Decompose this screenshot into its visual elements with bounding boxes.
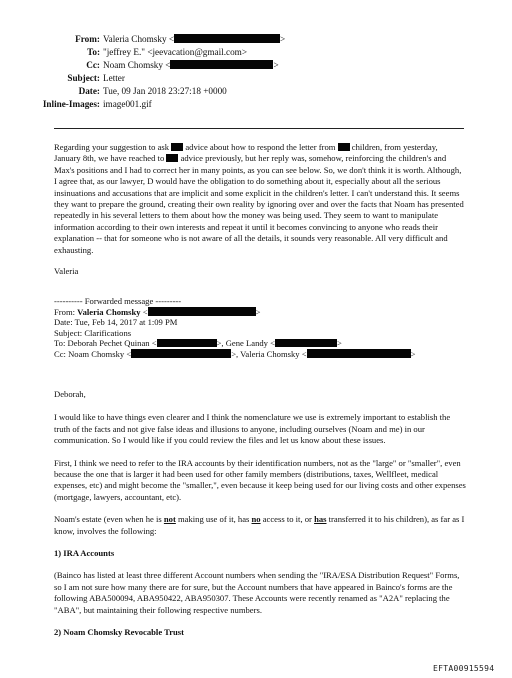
forward-marker: ---------- Forwarded message --------- xyxy=(54,296,182,306)
forwarded-header xyxy=(54,296,466,360)
redacted-email xyxy=(170,60,273,69)
forward-paragraph-4: (Bainco has listed at least three different Account numbers when sending the "IRA/ESA Distribution Request" Forms, so I am not sure how many there are for sure, but the Account numbers that have appeared in Bainco's forms are the following ABA500094, ABA950422, ABA950307. These Accounts were recently renamed as "A2A" replacing the "ABA", but maintaining their following respective numbers. xyxy=(54,570,460,615)
redacted-name xyxy=(166,154,178,163)
section-heading-trust: 2) Noam Chomsky Revocable Trust xyxy=(54,627,185,638)
forward-from-name: Valeria Chomsky xyxy=(77,306,141,317)
header-images-label: Inline-Images: xyxy=(42,99,100,109)
header-subject-value: Letter xyxy=(103,73,125,83)
redacted-email xyxy=(131,349,231,358)
redacted-email xyxy=(174,34,280,43)
email-body xyxy=(54,142,466,277)
document-id: EFTA00915594 xyxy=(433,664,495,673)
forward-from-row: From: Valeria Chomsky < > xyxy=(54,306,261,317)
redacted-email xyxy=(148,307,256,316)
forwarded-body xyxy=(54,389,466,639)
body-paragraph-1: Regarding your suggestion to ask advice about how to respond the letter from children, from yesterday, January 8th, we have reached to advice previously, but her reply was, somehow, reinforcing the children's and Max's positions and I had to correct her in many points, as you can see below. So, we don't think it is worth. Although, I agree that, as our lawyer, D would have the obligation to do something about it, especially about all the serious insinuations and accusations that are implicit and some explicit in the children's letter. I can't understand this. It seems they want to prepare the ground, creating their own reality by ignoring over and over the facts that Noam has presented repeatedly in his several letters to them about how the money was being used. They seem to want to manipulate information according to their own interests and repeat it until it becomes convincing to anyone who reads their explanation -- that for someone who is not aware of all the details, it sounds very reasonable. All very difficult and exhausting. xyxy=(54,142,464,255)
redacted-email xyxy=(275,339,337,348)
forward-paragraph-3: Noam's estate (even when he is not making use of it, has no access to it, or has transferred it to his children), as far as I know, involves the following: xyxy=(54,514,465,536)
header-cc-value: Noam Chomsky < xyxy=(103,60,171,70)
header-date-label: Date: xyxy=(78,86,100,96)
section-heading-ira: 1) IRA Accounts xyxy=(54,548,115,559)
header-to-value: "jeffrey E." <jeevacation@gmail.com> xyxy=(103,47,248,57)
header-to-label: To: xyxy=(87,47,100,57)
header-images-value: image001.gif xyxy=(103,99,152,109)
redacted-name xyxy=(338,143,350,152)
signature: Valeria xyxy=(54,266,79,277)
forward-subject: Subject: Clarifications xyxy=(54,327,132,338)
forward-paragraph-1: I would like to have things even clearer and I think the nomenclature we use is extremely important to establish the truth of the facts and not give false ideas and illusions to anyone, including ourselves (Noam and me) in our communication. So I would like if you could review the files and let us know about these issues. xyxy=(54,412,451,446)
forward-paragraph-2: First, I think we need to refer to the IRA accounts by their identification numbers, not as the "large" or "smaller", even because the one that is larger it had been used for other family members (distributions, taxes, Wellfleet, medical expenses, etc) and might become the "smaller,", even because it keep being used for our living costs and other expenses (mortgage, lawyers, accountant, etc). xyxy=(54,457,466,502)
header-subject-label: Subject: xyxy=(67,73,100,83)
header-divider xyxy=(54,128,464,129)
greeting: Deborah, xyxy=(54,389,86,399)
header-from-close: > xyxy=(280,34,286,44)
redacted-name xyxy=(171,143,183,152)
forward-cc-row: Cc: Noam Chomsky < >, Valeria Chomsky < > xyxy=(54,348,416,359)
redacted-email xyxy=(157,339,217,348)
header-cc-close: > xyxy=(273,60,279,70)
forward-to-row: To: Deborah Pechet Quinan < >, Gene Landy < > xyxy=(54,338,342,349)
header-date-value: Tue, 09 Jan 2018 23:27:18 +0000 xyxy=(103,86,227,96)
redacted-email xyxy=(307,349,411,358)
forward-date: Date: Tue, Feb 14, 2017 at 1:09 PM xyxy=(54,317,178,328)
header-from-label: From: xyxy=(75,34,100,44)
header-from-value: Valeria Chomsky < xyxy=(103,34,175,44)
header-cc-label: Cc: xyxy=(86,60,100,70)
